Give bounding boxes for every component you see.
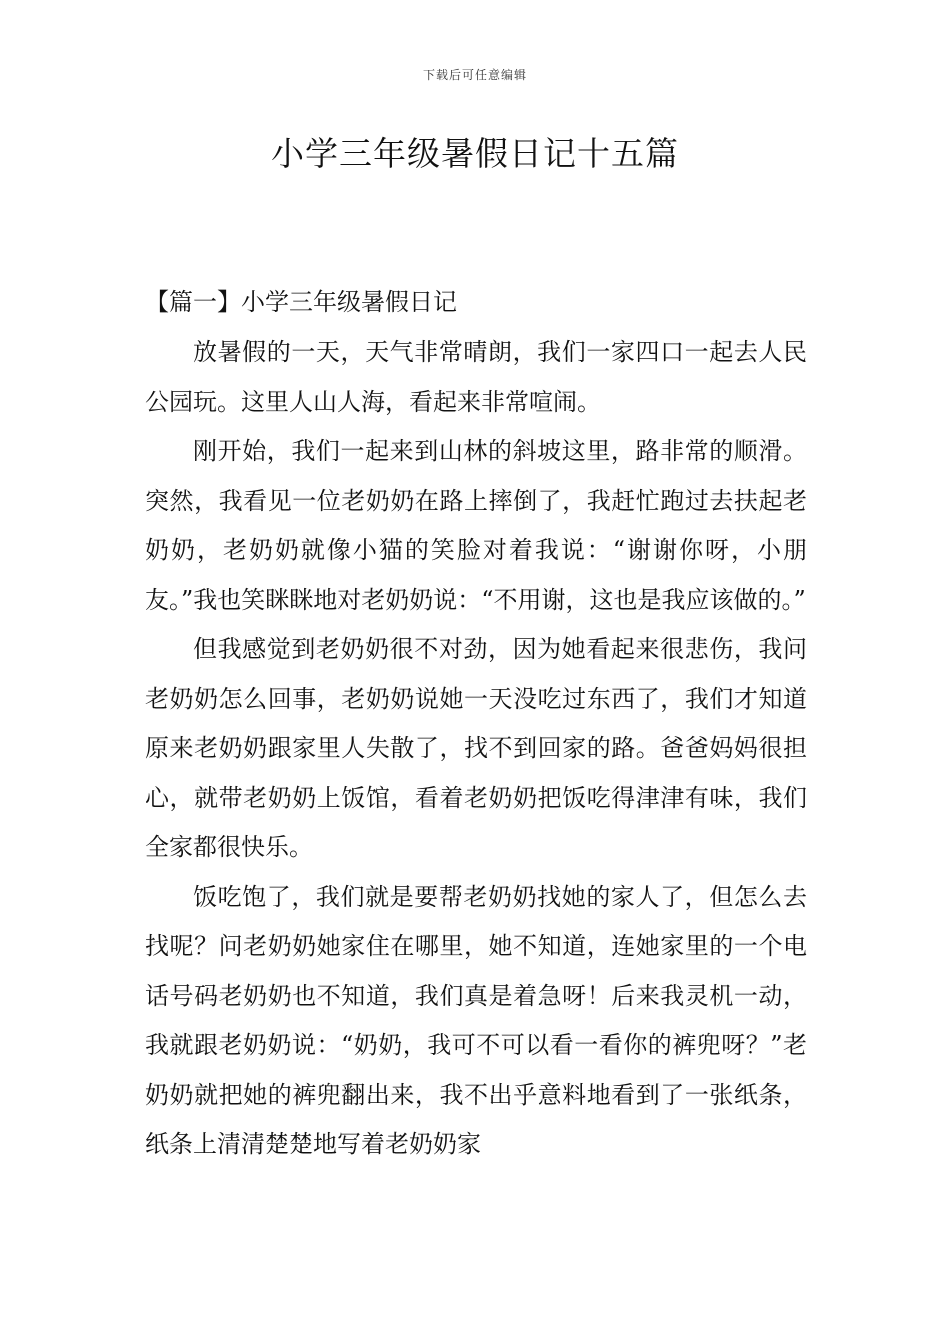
- paragraph-1: 放暑假的一天，天气非常晴朗，我们一家四口一起去人民公园玩。这里人山人海，看起来非常喧闹。: [145, 338, 807, 416]
- header-note: 下载后可任意编辑: [422, 68, 527, 82]
- paragraph-2: 刚开始，我们一起来到山林的斜坡这里，路非常的顺滑。突然，我看见一位老奶奶在路上摔倒了，我赶忙跑过去扶起老奶奶，老奶奶就像小猫的笑脸对着我说：“谢谢你呀，小朋友。”我也笑眯眯地对老奶奶说：“不用谢，这也是我应该做的。”: [145, 437, 807, 614]
- document-body: [145, 279, 807, 1170]
- section-heading: 【篇一】小学三年级暑假日记: [145, 288, 457, 316]
- document-title: 小学三年级暑假日记十五篇: [271, 134, 679, 173]
- paragraph-3: 但我感觉到老奶奶很不对劲，因为她看起来很悲伤，我问老奶奶怎么回事，老奶奶说她一天没吃过东西了，我们才知道原来老奶奶跟家里人失散了，找不到回家的路。爸爸妈妈很担心，就带老奶奶上饭馆，看着老奶奶把饭吃得津津有味，我们全家都很快乐。: [145, 635, 807, 861]
- paragraph-4: 饭吃饱了，我们就是要帮老奶奶找她的家人了，但怎么去找呢？问老奶奶她家住在哪里，她不知道，连她家里的一个电话号码老奶奶也不知道，我们真是着急呀！后来我灵机一动，我就跟老奶奶说：“奶奶，我可不可以看一看你的裤兜呀？”老奶奶就把她的裤兜翻出来，我不出乎意料地看到了一张纸条，纸条上清清楚楚地写着老奶奶家: [145, 882, 807, 1158]
